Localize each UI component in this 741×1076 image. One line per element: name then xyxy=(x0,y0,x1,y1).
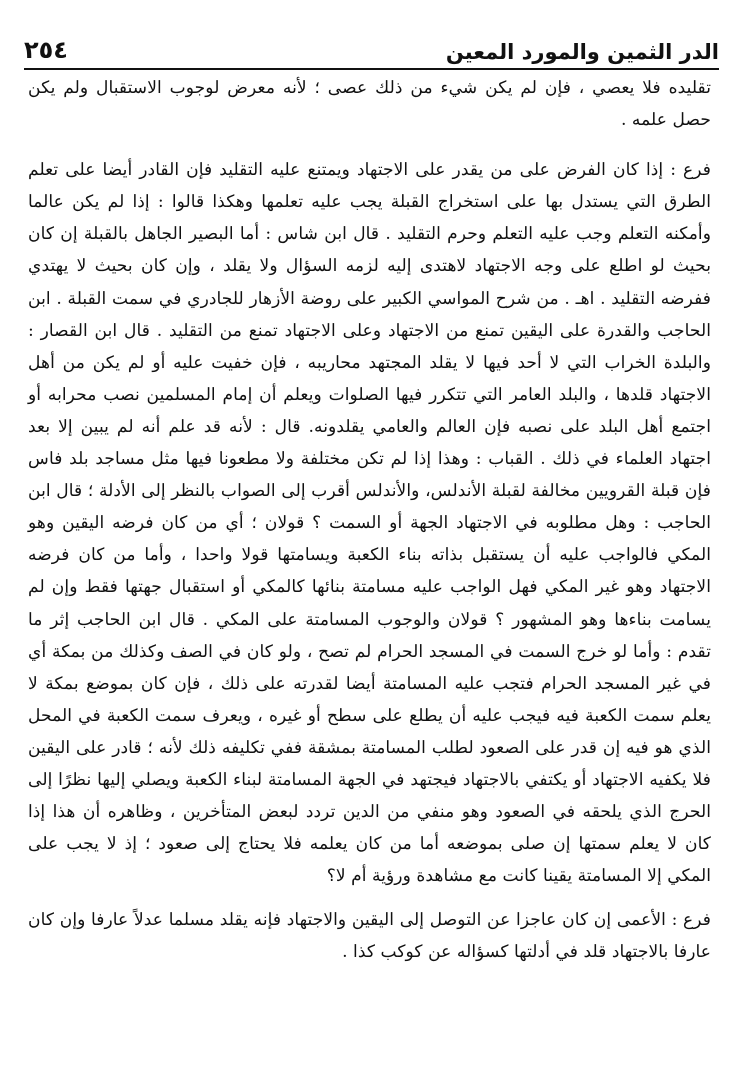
paragraph-continuation: تقليده فلا يعصي ، فإن لم يكن شيء من ذلك عصى ؛ لأنه معرض لوجوب الاستقبال ولم يكن حصل علمه . xyxy=(28,78,711,131)
book-title: الدر الثمين والمورد المعين xyxy=(445,40,719,64)
paragraph-far-qibla-ijtihad: فرع : إذا كان الفرض على من يقدر على الاجتهاد ويمتنع عليه التقليد فإن القادر أيضا على تعلم الطرق التي يستدل بها على استخراج القبلة يجب عليه تعلمها وهكذا قالوا : إذا لم يكن عالما وأمكنه التعلم وجب عليه التعلم وحرم التقليد . قال ابن شاس : أما البصير الجاهل بالقبلة إن كان بحيث لو اطلع على وجه الاجتهاد لاهتدى إليه لزمه السؤال ولا يقلد ، وإن كان بحيث لا يهتدي ففرضه التقليد . اهـ . من شرح المواسي الكبير على روضة الأزهار للجادري في سمت القبلة . ابن الحاجب والقدرة على اليقين تمنع من الاجتهاد وعلى الاجتهاد تمنع من التقليد . قال ابن القصار : والبلدة الخراب التي لا أحد فيها لا يقلد المجتهد محاريبه ، فإن خفيت عليه أو لم يكن من أهل الاجتهاد قلدها ، والبلد العامر التي تتكرر فيها الصلوات ويعلم أن إمام المسلمين نصب محرابه أو اجتمع أهل البلد على نصبه فإن العالم والعامي يقلدونه. قال : لأنه قد علم أنه لم يبين إلا بعد اجتهاد العلماء في ذلك . القباب : وهذا إذا لم تكن مختلفة ولا مطعونا فيها مثل مساجد بلد فاس فإن قبلة القرويين مخالفة لقبلة الأندلس، والأندلس أقرب إلى الصواب بالنظر إلى الأدلة ؛ قال ابن الحاجب : وهل مطلوبه في الاجتهاد الجهة أو السمت ؟ قولان ؛ أي من كان فرضه اليقين وهو المكي فالواجب عليه أن يستقبل بذاته بناء الكعبة ويسامتها قولا واحدا ، وأما من كان فرضه الاجتهاد وهو غير المكي فهل الواجب عليه مسامتة بنائها كالمكي أو استقبال جهتها فقط وإن لم يسامت بناءها وهو المشهور ؟ قولان والوجوب المسامتة على المكي . قال ابن الحاجب إثر ما تقدم : وأما لو خرج السمت في المسجد الحرام لم تصح ، ولو كان في الصف وكذلك من بمكة أي في غير المسجد الحرام فتجب عليه المسامتة أيضا لقدرته على ذلك ، فإن كان بموضع بمكة لا يعلم سمت الكعبة فيه فيجب عليه أن يطلع على سطح أو غيره ، ويعرف سمت الكعبة في المحل الذي هو فيه إن قدر على الصعود لطلب المسامتة بمشقة ففي تكليفه ذلك لأنه ؛ قادر على اليقين فلا يكفيه الاجتهاد أو يكتفي بالاجتهاد فيجتهد في الجهة المسامتة لبناء الكعبة ويصلي إليها نظرًا إلى الحرج الذي يلحقه في الصعود وهو منفي من الدين تردد لبعض المتأخرين ، وظاهره أن هذا إذا كان لا يعلم سمتها إن صلى بموضعه أما من كان يعلمه فلا يحتاج إلى صعود ؛ إذ لا يجب على المكي إلا المسامتة يقينا كانت مع مشاهدة ورؤية أم لا؟ xyxy=(28,160,711,887)
paragraph-far-blind: فرع : الأعمى إن كان عاجزا عن التوصل إلى اليقين والاجتهاد فإنه يقلد مسلما عدلاً عارفا وإن كان عارفا بالاجتهاد قلد في أدلتها كسؤاله عن كوكب كذا . xyxy=(28,910,711,963)
body-text xyxy=(28,72,711,969)
page-number: ٢٥٤ xyxy=(24,36,68,64)
running-header xyxy=(24,30,719,70)
